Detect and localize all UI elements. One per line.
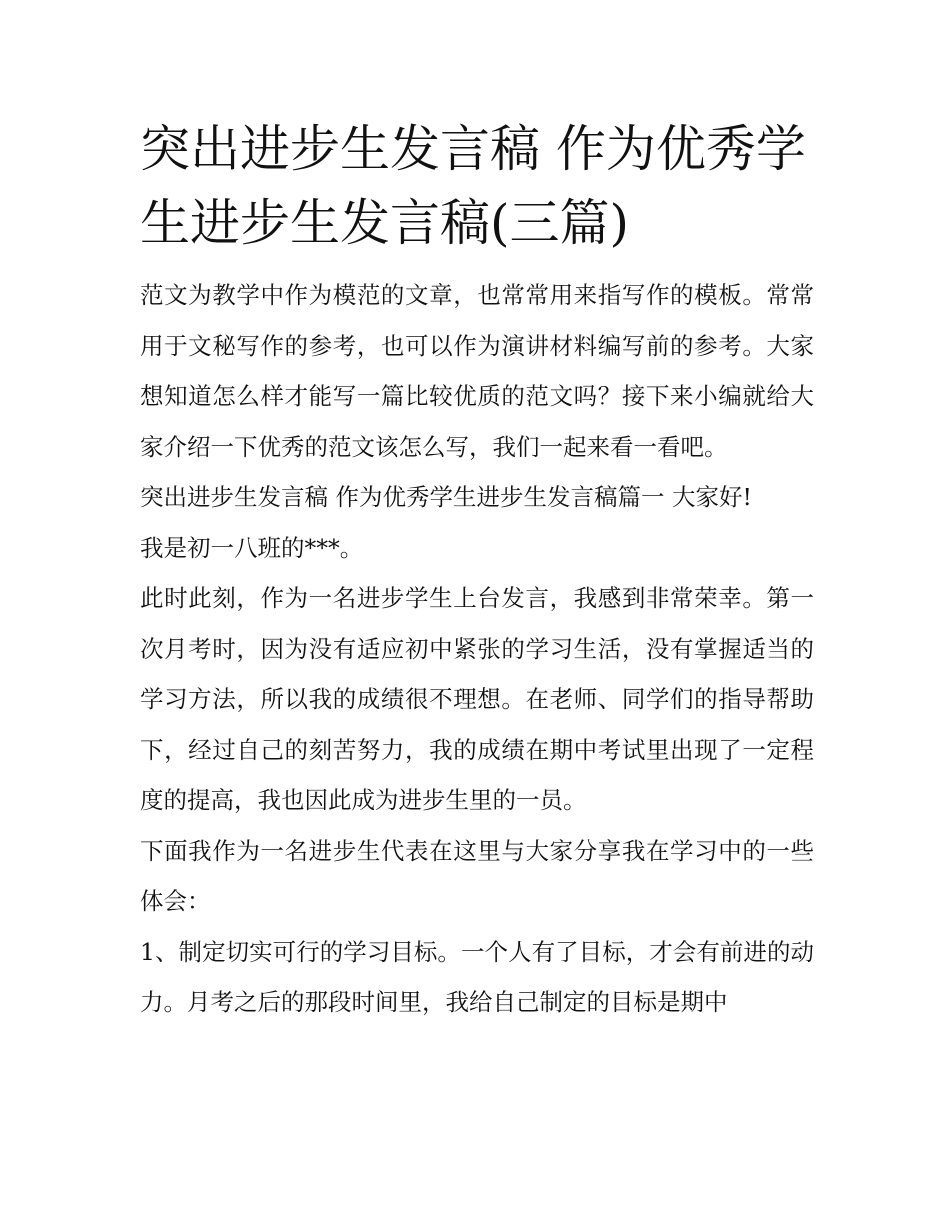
document-title: 突出进步生发言稿 作为优秀学生进步生发言稿(三篇) xyxy=(140,120,806,252)
paragraph-self-introduction: 我是初一八班的***。 xyxy=(140,533,364,562)
paragraph-progress-story: 此时此刻，作为一名进步学生上台发言，我感到非常荣幸。第一次月考时，因为没有适应初中紧张的学习生活，没有掌握适当的学习方法，所以我的成绩很不理想。在老师、同学们的指导帮助下，经过自己的刻苦努力，我的成绩在期中考试里出现了一定程度的提高，我也因此成为进步生里的一员。 xyxy=(140,584,814,814)
paragraph-speech-heading: 突出进步生发言稿 作为优秀学生进步生发言稿篇一 大家好! xyxy=(140,483,752,511)
document-body xyxy=(140,112,814,1028)
paragraph-point-one: 1、制定切实可行的学习目标。一个人有了目标，才会有前进的动力。月考之后的那段时间里，我给自己制定的目标是期中 xyxy=(140,937,814,1016)
paragraph-intro: 范文为教学中作为模范的文章，也常常用来指写作的模板。常常用于文秘写作的参考，也可以作为演讲材料编写前的参考。大家想知道怎么样才能写一篇比较优质的范文吗？接下来小编就给大家介绍一下优秀的范文该怎么写，我们一起来看一看吧。 xyxy=(140,281,814,461)
paragraph-share-intro: 下面我作为一名进步生代表在这里与大家分享我在学习中的一些体会： xyxy=(140,836,814,915)
